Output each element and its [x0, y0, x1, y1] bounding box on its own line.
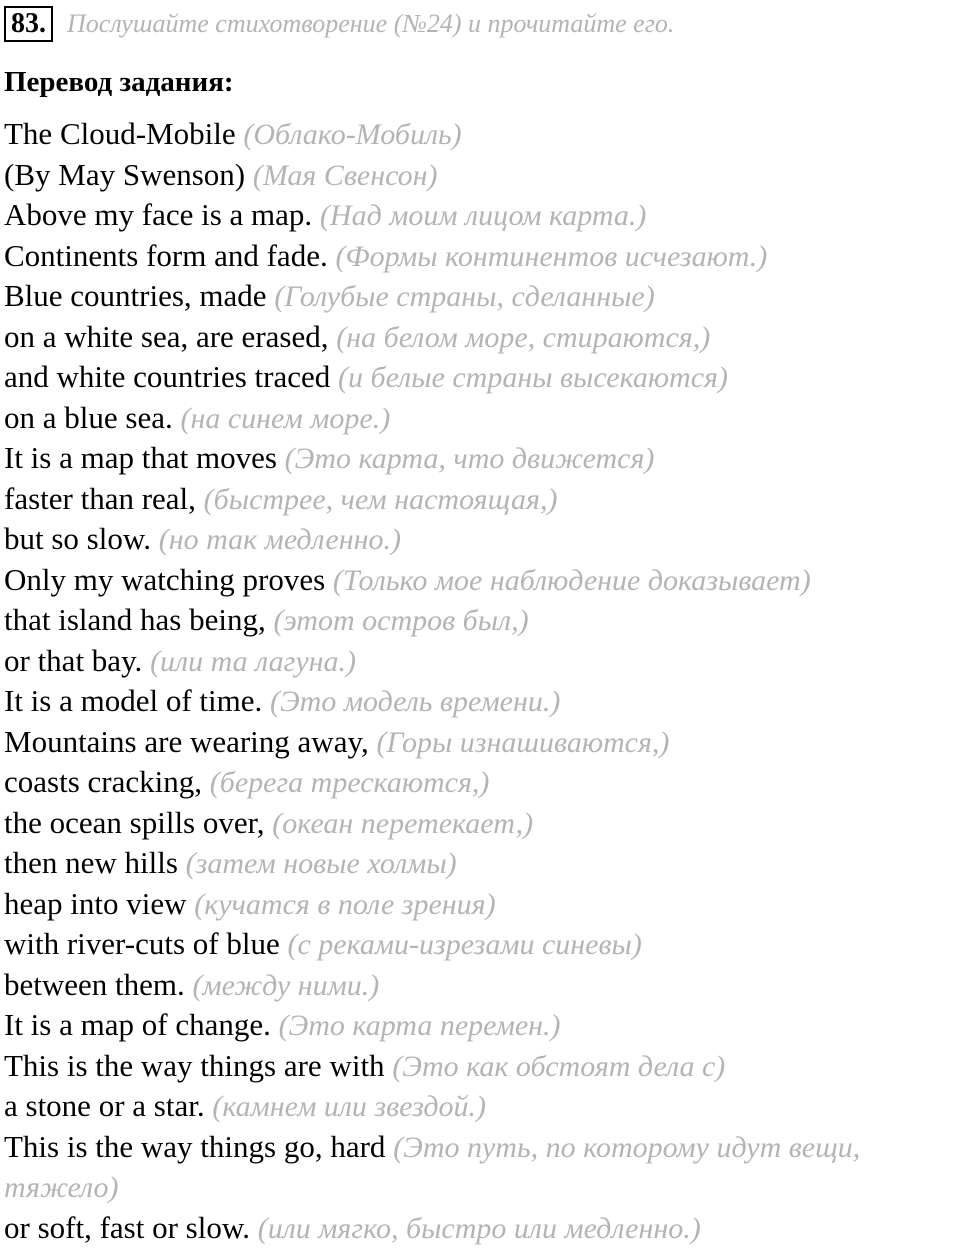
- english-text: or soft, fast or slow.: [4, 1209, 258, 1245]
- english-text: a stone or a star.: [4, 1088, 213, 1123]
- russian-translation: (кучатся в поле зрения): [194, 887, 496, 921]
- poem-line: [4, 965, 960, 1006]
- russian-translation: (Над моим лицом карта.): [319, 199, 647, 232]
- russian-translation: (или та лагуна.): [150, 644, 357, 678]
- english-text: on a white sea, are erased,: [4, 318, 337, 354]
- russian-translation: (Это путь, по которому идут вещи,: [393, 1130, 861, 1164]
- russian-translation: (затем новые холмы): [185, 847, 457, 880]
- task-header: [4, 4, 674, 44]
- english-text: Mountains are wearing away,: [4, 723, 377, 759]
- english-text: the ocean spills over,: [4, 804, 273, 840]
- poem-line: [4, 1127, 960, 1168]
- poem-line: [4, 1086, 960, 1127]
- english-text: This is the way things are with: [4, 1047, 393, 1083]
- poem-body: [4, 114, 960, 1248]
- poem-line: [4, 438, 960, 479]
- poem-line: [4, 479, 960, 520]
- english-text: Above my face is a map.: [4, 197, 320, 232]
- poem-line: [4, 641, 960, 682]
- poem-line: [4, 762, 960, 803]
- english-text: between them.: [4, 966, 193, 1002]
- poem-line: [4, 1005, 960, 1046]
- poem-line: [4, 884, 960, 925]
- russian-translation: (Горы изнашиваются,): [376, 725, 670, 759]
- poem-line: [4, 843, 960, 884]
- russian-translation: (берега трескаются,): [209, 766, 490, 799]
- poem-line: [4, 722, 960, 763]
- poem-line: [4, 1046, 960, 1087]
- poem-line: [4, 681, 960, 722]
- poem-line: [4, 1208, 960, 1249]
- russian-translation: (Голубые страны, сделанные): [274, 280, 655, 313]
- poem-line: [4, 924, 960, 965]
- russian-translation: (на белом море, стираются,): [336, 320, 711, 354]
- poem-line: [4, 114, 960, 155]
- russian-translation: (Это как обстоят дела с): [392, 1049, 726, 1083]
- poem-line: [4, 195, 960, 236]
- russian-translation: (и белые страны высекаются): [337, 361, 728, 394]
- english-text: Continents form and fade.: [4, 237, 336, 273]
- russian-translation: (Это карта, что движется): [284, 442, 655, 475]
- poem-line: [4, 398, 960, 439]
- russian-translation: (Формы континентов исчезают.): [335, 239, 768, 273]
- translation-heading: Перевод задания:: [4, 66, 234, 98]
- english-text: on a blue sea.: [4, 399, 181, 435]
- russian-translation: (Это модель времени.): [270, 685, 561, 718]
- english-text: or that bay.: [4, 642, 151, 678]
- english-text: faster than real,: [4, 480, 204, 516]
- poem-line: [4, 519, 960, 560]
- poem-line: [4, 155, 960, 196]
- poem-line: [4, 1167, 960, 1208]
- english-text: but so slow.: [4, 521, 159, 556]
- poem-line: [4, 317, 960, 358]
- russian-translation: (между ними.): [192, 968, 380, 1002]
- russian-translation: (камнем или звездой.): [212, 1090, 487, 1123]
- task-instruction: Послушайте стихотворение (№24) и прочитайте его.: [67, 9, 675, 38]
- russian-translation: (но так медленно.): [158, 523, 401, 556]
- english-text: It is a map of change.: [4, 1007, 279, 1042]
- english-text: that island has being,: [4, 602, 274, 637]
- english-text: coasts cracking,: [4, 764, 210, 799]
- poem-line: [4, 276, 960, 317]
- poem-line: [4, 803, 960, 844]
- english-text: with river-cuts of blue: [4, 926, 288, 961]
- english-text: It is a model of time.: [4, 683, 271, 718]
- english-text: Only my watching proves: [4, 561, 333, 597]
- poem-line: [4, 357, 960, 398]
- russian-translation: (Это карта перемен.): [278, 1009, 561, 1042]
- english-text: and white countries traced: [4, 359, 338, 394]
- russian-translation: (быстрее, чем настоящая,): [203, 482, 558, 516]
- russian-translation: (на синем море.): [180, 401, 391, 435]
- russian-translation: (Облако-Мобиль): [243, 118, 462, 151]
- russian-translation: (Мая Свенсон): [252, 158, 438, 192]
- english-text: The Cloud-Mobile: [4, 116, 244, 151]
- english-text: then new hills: [4, 845, 186, 880]
- poem-line: [4, 600, 960, 641]
- english-text: This is the way things go, hard: [4, 1128, 394, 1164]
- russian-translation: (с реками-изрезами синевы): [287, 928, 642, 961]
- task-number: 83.: [4, 6, 53, 42]
- poem-line: [4, 236, 960, 277]
- russian-translation: (или мягко, быстро или медленно.): [257, 1211, 701, 1245]
- english-text: Blue countries, made: [4, 278, 275, 313]
- russian-translation: тяжело): [4, 1171, 119, 1204]
- poem-line: [4, 560, 960, 601]
- english-text: (By May Swenson): [4, 156, 253, 192]
- english-text: It is a map that moves: [4, 440, 285, 475]
- russian-translation: (Только мое наблюдение доказывает): [332, 563, 811, 597]
- english-text: heap into view: [4, 885, 195, 921]
- russian-translation: (этот остров был,): [273, 604, 529, 637]
- russian-translation: (океан перетекает,): [272, 806, 534, 840]
